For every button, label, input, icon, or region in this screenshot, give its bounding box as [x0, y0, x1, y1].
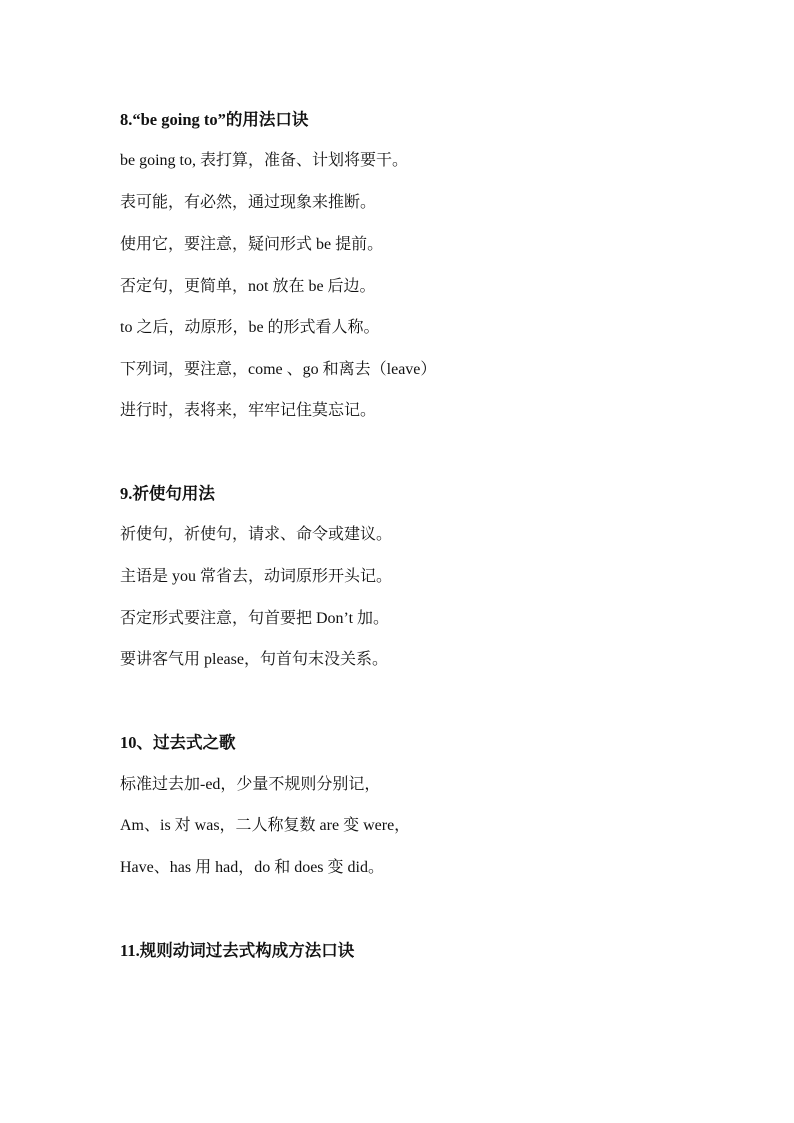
section-9-heading: 9.祈使句用法: [120, 484, 215, 503]
section-8-line-1: be going to, 表打算，准备、计划将要干。: [120, 152, 408, 169]
section-10-line-1: 标准过去加-ed，少量不规则分别记，: [120, 776, 381, 793]
section-9-line-4: 要讲客气用 please，句首句末没关系。: [120, 651, 388, 668]
section-11-heading: 11.规则动词过去式构成方法口诀: [120, 941, 355, 960]
section-8-line-3: 使用它，要注意，疑问形式 be 提前。: [120, 236, 384, 253]
section-9-line-1: 祈使句，祈使句，请求、命令或建议。: [120, 526, 393, 543]
section-8-line-7: 进行时，表将来，牢牢记住莫忘记。: [120, 402, 377, 419]
section-8-line-6: 下列词，要注意，come 、go 和离去（leave）: [120, 361, 437, 378]
section-9-line-3: 否定形式要注意，句首要把 Don’t 加。: [120, 610, 390, 627]
section-8-heading: 8.“be going to”的用法口诀: [120, 110, 309, 129]
section-10-line-3: Have、has 用 had，do 和 does 变 did。: [120, 859, 384, 876]
section-10-line-2: Am、is 对 was，二人称复数 are 变 were，: [120, 817, 411, 834]
section-8-line-5: to 之后，动原形，be 的形式看人称。: [120, 319, 380, 336]
section-8-line-2: 表可能，有必然，通过现象来推断。: [120, 194, 377, 211]
section-8-line-4: 否定句，更简单，not 放在 be 后边。: [120, 278, 376, 295]
section-9-line-2: 主语是 you 常省去，动词原形开头记。: [120, 568, 393, 585]
section-10-heading: 10、过去式之歌: [120, 733, 236, 752]
